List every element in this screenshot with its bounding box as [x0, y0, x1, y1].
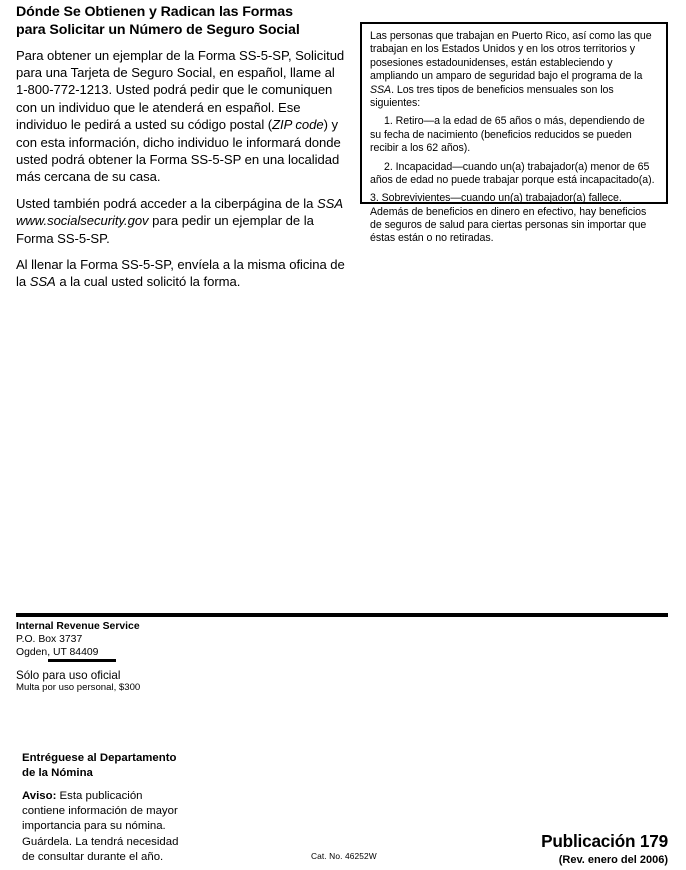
benefits-callout-box — [360, 22, 668, 245]
payroll-title-line-1: Entréguese al Departamento — [22, 752, 177, 764]
payroll-title-line-2: de la Nómina — [22, 766, 93, 779]
official-use-label: Sólo para uso oficial — [16, 669, 121, 682]
payroll-notice-block — [22, 751, 182, 866]
payroll-notice-body: Esta publicación contiene información de mayor importancia para su nómina. Guárdela. La tendrá necesidad de consultar durante el año. — [22, 789, 179, 864]
payroll-notice-label: Aviso: — [22, 789, 57, 802]
paragraph-2-text-a: Usted también podrá acceder a la ciberpágina de la — [16, 195, 317, 211]
callout-intro-text-b: . Los tres tipos de beneficios mensuales son los siguientes: — [370, 83, 614, 109]
paragraph-1-italic-zip-code: ZIP code — [272, 117, 324, 133]
callout-intro-text-a: Las personas que trabajan en Puerto Rico, así como las que trabajan en los Estados Unidos y en los otros territorios y posesiones estadounidenses, están estableciendo y ampliando un amparo de seguridad bajo el programa de la — [370, 30, 652, 83]
paragraph-1-text-a: Para obtener un ejemplar de la Forma SS-5-SP, Solicitud para una Tarjeta de Seguro Social, en español, llame al 1-800-772-1213. Usted podrá pedir que le comuniquen con un individuo que le atenderá en español. Ese individuo le pedirá a usted su código postal ( — [16, 47, 345, 133]
page-title — [16, 4, 346, 40]
irs-address-line-1: P.O. Box 3737 — [16, 633, 83, 645]
paragraph-2-italic-ssa-website: SSA www.socialsecurity.gov — [16, 195, 343, 229]
callout-intro-paragraph — [370, 30, 658, 110]
irs-agency-name: Internal Revenue Service — [16, 621, 140, 632]
callout-benefit-item-survivors: 3. Sobrevivientes—cuando un(a) trabajador(a) fallece. Además de beneficios en dinero en efectivo, hay beneficios de seguros de salud para ciertas personas sin importar que éstas están o no retiradas. — [370, 192, 647, 245]
callout-intro-italic-ssa: SSA — [370, 83, 392, 96]
penalty-notice-label: Multa por uso personal, $300 — [16, 682, 141, 693]
catalog-number: Cat. No. 46252W — [311, 851, 377, 861]
irs-return-address — [16, 621, 336, 660]
payroll-notice-title — [22, 751, 182, 781]
publication-revision: (Rev. enero del 2006) — [558, 853, 668, 866]
callout-benefit-item-retirement: 1. Retiro—a la edad de 65 años o más, dependiendo de su fecha de nacimiento (beneficios reducidos se pueden recibir a los 62 años). — [370, 115, 645, 155]
page-title-line-1: Dónde Se Obtienen y Radican las Formas — [16, 4, 293, 20]
payroll-notice-text — [22, 789, 182, 866]
paragraph-3-text-a: Al llenar la Forma SS-5-SP, envíela a la misma oficina de la — [16, 256, 345, 290]
irs-address-line-2: Ogden, UT 84409 — [16, 646, 99, 658]
left-column — [16, 4, 346, 291]
paragraph-3-italic-ssa: SSA — [29, 274, 56, 290]
paragraph-2-text-b: para pedir un ejemplar de la Forma SS-5-SP. — [16, 213, 314, 246]
callout-benefit-item-disability: 2. Incapacidad—cuando un(a) trabajador(a) menor de 65 años de edad no puede trabajar porque está incapacitado(a). — [370, 160, 655, 186]
paragraph-mailing-instruction — [16, 256, 346, 291]
paragraph-1-text-b: ) y con esta información, dicho individuo le informará donde usted podrá obtener la Forma SS-5-SP en una localidad más cercana de su casa. — [16, 117, 341, 185]
paragraph-website — [16, 195, 346, 247]
official-use-divider-rule — [48, 659, 116, 662]
mailing-panel-divider-rule — [16, 613, 668, 617]
publication-title: Publicación 179 — [541, 831, 668, 851]
page-title-line-2: para Solicitar un Número de Seguro Social — [16, 21, 300, 38]
paragraph-form-request — [16, 47, 346, 186]
publication-identifier — [541, 832, 668, 868]
paragraph-3-text-b: a la cual usted solicitó la forma. — [55, 274, 241, 290]
